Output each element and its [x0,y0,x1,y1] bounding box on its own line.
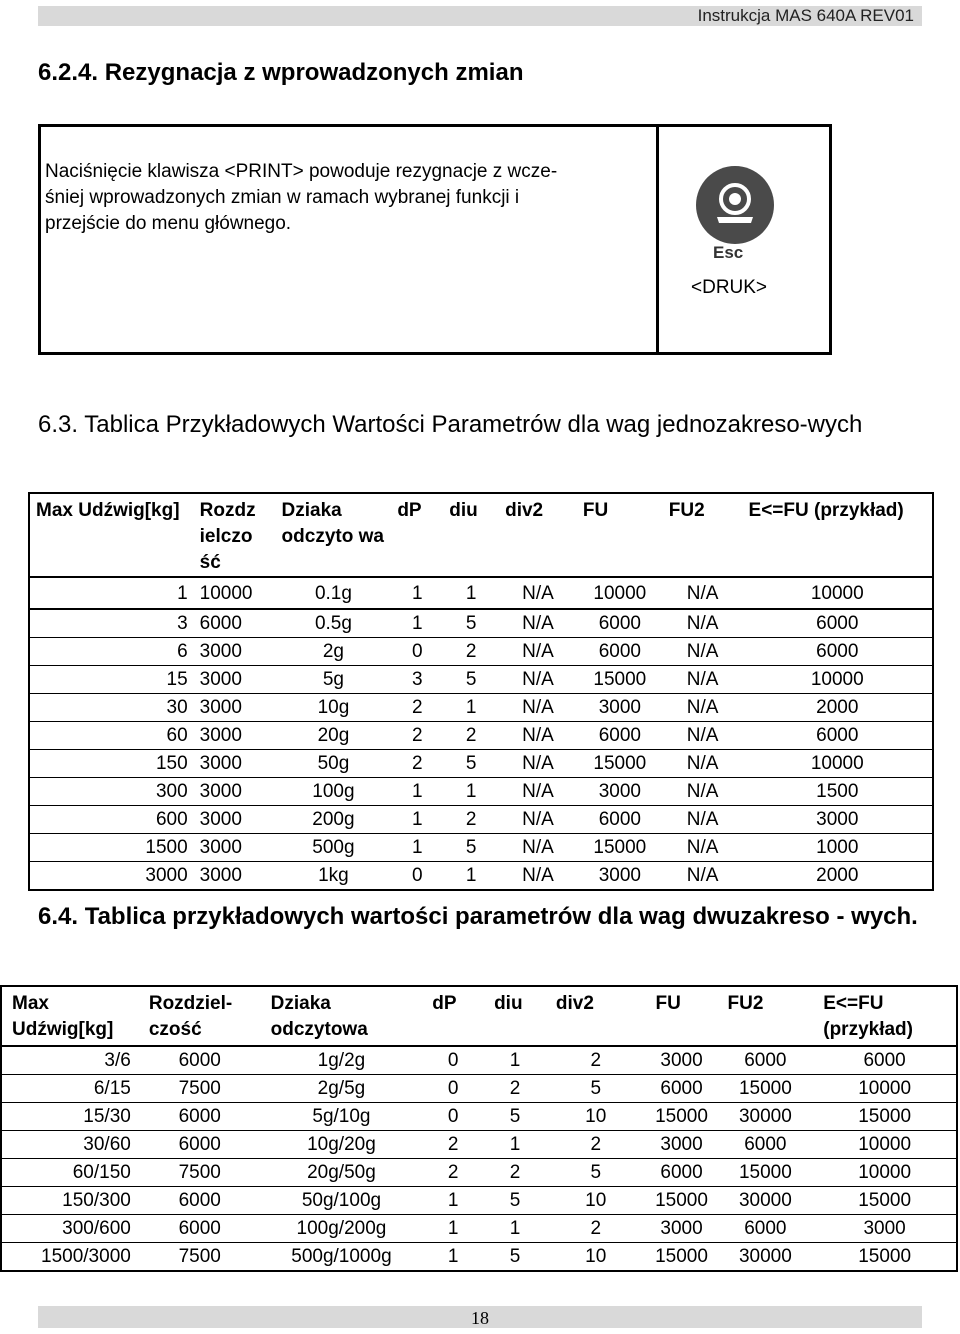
table-row [29,609,933,638]
table-cell: 1 [443,778,499,806]
table-cell: 6000 [577,722,663,750]
table-cell: 200g [276,806,392,834]
table-cell: 0.5g [276,609,392,638]
table-cell: 20g [276,722,392,750]
table-cell: 1 [422,1243,484,1272]
table-cell: 3000 [194,722,276,750]
table-row [1,1159,957,1187]
table-cell: 15000 [646,1187,718,1215]
table-cell: N/A [663,862,743,891]
table-cell: 15000 [813,1243,957,1272]
column-header: div2 [505,500,544,521]
table-cell: 2 [546,1215,646,1243]
table-cell: 5 [443,666,499,694]
section-title-6-4: 6.4. Tablica przykładowych wartości parametrów dla wag dwuzakreso - wych. [38,903,918,930]
table-cell: 3000 [194,638,276,666]
table-cell: 1 [422,1215,484,1243]
table-cell: 2 [443,806,499,834]
table-cell: 15000 [718,1159,814,1187]
table-row [1,1187,957,1215]
table-cell: 6000 [743,638,933,666]
table-cell: N/A [499,778,577,806]
table-cell: 6000 [743,609,933,638]
page-header [38,6,922,26]
table-cell: 3000 [194,778,276,806]
instruction-line: przejście do menu głównego. [45,213,292,234]
table-cell: 6000 [813,1046,957,1075]
table-cell: N/A [499,722,577,750]
table-row [29,722,933,750]
single-range-parameters-table [28,492,934,891]
table-cell: 5 [484,1103,546,1131]
table-cell: 3000 [646,1131,718,1159]
table-cell: 150/300 [1,1187,139,1215]
table-cell: 2000 [743,862,933,891]
table-cell: 1 [391,778,443,806]
column-header: FU2 [668,500,705,521]
table-cell: 3000 [577,694,663,722]
table-cell: 2g [276,638,392,666]
table-cell: 6000 [139,1131,261,1159]
table-cell: 0.1g [276,577,392,609]
table-cell: 10g/20g [261,1131,423,1159]
table-cell: N/A [663,638,743,666]
table-cell: 0 [422,1103,484,1131]
table-cell: 15000 [813,1103,957,1131]
table-row [1,1215,957,1243]
column-header: Dziaka odczytowa [270,993,368,1040]
table-cell: 3000 [194,834,276,862]
table-cell: 10000 [813,1131,957,1159]
table-cell: N/A [663,694,743,722]
table-cell: N/A [663,834,743,862]
table-cell: 30/60 [1,1131,139,1159]
table-cell: 1 [391,806,443,834]
table-row [1,1046,957,1075]
table-cell: 6000 [718,1046,814,1075]
table-cell: 60 [29,722,194,750]
table-cell: 0 [391,638,443,666]
table-cell: 1 [422,1187,484,1215]
table-cell: 15000 [577,750,663,778]
table-cell: 2 [546,1131,646,1159]
table-cell: 10000 [743,666,933,694]
table-cell: 2 [391,722,443,750]
table-cell: 60/150 [1,1159,139,1187]
table-cell: 1 [391,577,443,609]
column-header: E<=FU (przykład) [748,500,904,521]
table-cell: 6/15 [1,1075,139,1103]
table-cell: 3000 [813,1215,957,1243]
table-cell: 5 [546,1075,646,1103]
table-cell: 1 [391,834,443,862]
table-cell: 2 [546,1046,646,1075]
table-cell: 10000 [577,577,663,609]
table-cell: 5 [484,1187,546,1215]
table-cell: 6000 [718,1215,814,1243]
table-cell: 500g [276,834,392,862]
table-row [1,1103,957,1131]
table-cell: 1kg [276,862,392,891]
table-cell: 3000 [577,862,663,891]
table-cell: 15/30 [1,1103,139,1131]
column-header: FU [582,500,609,521]
table-cell: N/A [499,862,577,891]
table-row [29,666,933,694]
table-cell: 1500 [29,834,194,862]
table-header-row [29,493,933,577]
table-cell: 3000 [194,806,276,834]
instruction-line: śniej wprowadzonych zmian w ramach wybranej funkcji i [45,187,520,208]
table-row [29,638,933,666]
table-cell: 6000 [718,1131,814,1159]
table-cell: 6000 [743,722,933,750]
box-divider [656,127,659,352]
table-cell: 0 [391,862,443,891]
table-cell: 1 [391,609,443,638]
table-cell: 10g [276,694,392,722]
table-cell: 3000 [577,778,663,806]
table-cell: 3000 [194,750,276,778]
table-cell: 10000 [813,1075,957,1103]
table-cell: 6000 [646,1159,718,1187]
column-header: Dziaka odczyto wa [281,500,384,547]
table-cell: 6000 [139,1103,261,1131]
section-title-6-2-4: 6.2.4. Rezygnacja z wprowadzonych zmian [38,59,524,86]
table-cell: 6000 [139,1187,261,1215]
table-cell: 1500 [743,778,933,806]
page-number: 18 [471,1308,489,1328]
table-cell: 30000 [718,1187,814,1215]
column-header: E<=FU (przykład) [823,993,913,1040]
table-cell: N/A [663,577,743,609]
table-cell: 3 [29,609,194,638]
table-cell: 3/6 [1,1046,139,1075]
table-cell: 10000 [743,750,933,778]
table-cell: 2 [422,1159,484,1187]
table-cell: 7500 [139,1075,261,1103]
table-cell: 30 [29,694,194,722]
dual-range-parameters-table [0,985,958,1272]
column-header: FU2 [727,993,764,1014]
table-row [29,806,933,834]
table-cell: 1 [484,1215,546,1243]
table-cell: 15000 [577,834,663,862]
table-cell: 6000 [646,1075,718,1103]
table-cell: 15 [29,666,194,694]
table-cell: 10 [546,1187,646,1215]
table-cell: 3000 [743,806,933,834]
table-cell: 3000 [29,862,194,891]
column-header: div2 [555,993,594,1014]
table-cell: 5g/10g [261,1103,423,1131]
column-header: Rozdz ielczo ść [199,500,256,573]
table-cell: 15000 [646,1103,718,1131]
table-cell: 20g/50g [261,1159,423,1187]
table-cell: 10000 [813,1159,957,1187]
column-header: Max Udźwig[kg] [36,500,180,521]
column-header: FU [655,993,681,1014]
column-header: dP [397,500,422,521]
table-cell: 10000 [743,577,933,609]
table-cell: 1g/2g [261,1046,423,1075]
table-cell: 5 [443,834,499,862]
table-cell: 3 [391,666,443,694]
table-cell: 6000 [139,1046,261,1075]
table-cell: 10 [546,1243,646,1272]
column-header: Rozdziel- czość [148,993,233,1040]
table-row [1,1131,957,1159]
table-row [29,577,933,609]
table-cell: 500g/1000g [261,1243,423,1272]
table-cell: 30000 [718,1103,814,1131]
print-esc-icon [695,165,775,245]
table-cell: N/A [663,666,743,694]
table-cell: 3000 [646,1046,718,1075]
table-cell: 1 [443,694,499,722]
table-cell: 1500/3000 [1,1243,139,1272]
table-cell: 10 [546,1103,646,1131]
table-cell: 2 [391,694,443,722]
table-cell: 3000 [194,694,276,722]
table-cell: 2 [443,722,499,750]
table-cell: N/A [499,666,577,694]
table-cell: 3000 [646,1215,718,1243]
table-cell: N/A [499,750,577,778]
table-cell: 5g [276,666,392,694]
table-header-row [1,986,957,1046]
table-row [1,1243,957,1272]
table-row [29,778,933,806]
instruction-line: Naciśnięcie klawisza <PRINT> powoduje rezygnacje z wcze- [45,161,558,182]
table-cell: 1 [443,862,499,891]
table-cell: 3000 [194,862,276,891]
table-cell: 300/600 [1,1215,139,1243]
table-cell: 0 [422,1075,484,1103]
table-row [29,862,933,891]
table-row [29,834,933,862]
table-row [29,750,933,778]
table-cell: N/A [499,609,577,638]
table-cell: 6000 [194,609,276,638]
table-cell: N/A [499,577,577,609]
table-cell: 6000 [139,1215,261,1243]
table-cell: 5 [443,609,499,638]
table-cell: 1 [484,1046,546,1075]
table-cell: 7500 [139,1243,261,1272]
table-cell: 50g [276,750,392,778]
instruction-text [45,159,645,237]
table-cell: 50g/100g [261,1187,423,1215]
table-cell: 6000 [577,806,663,834]
table-row [29,694,933,722]
table-cell: 0 [422,1046,484,1075]
table-cell: N/A [499,694,577,722]
table-cell: N/A [663,750,743,778]
section-title-6-3: 6.3. Tablica Przykładowych Wartości Parametrów dla wag jednozakreso-wych [38,411,863,438]
table-cell: 2000 [743,694,933,722]
table-cell: 5 [546,1159,646,1187]
table-cell: 2 [391,750,443,778]
column-header: dP [432,993,457,1014]
table-cell: 1 [484,1131,546,1159]
table-cell: 100g [276,778,392,806]
table-cell: 300 [29,778,194,806]
table-cell: N/A [499,638,577,666]
table-cell: N/A [499,806,577,834]
table-cell: 2 [422,1131,484,1159]
table-cell: 5 [484,1243,546,1272]
instruction-box [38,124,832,355]
table-cell: 15000 [646,1243,718,1272]
table-cell: N/A [663,806,743,834]
table-cell: 150 [29,750,194,778]
page-footer [38,1306,922,1328]
table-cell: 1 [443,577,499,609]
table-cell: 3000 [194,666,276,694]
table-cell: 2 [443,638,499,666]
table-cell: 600 [29,806,194,834]
table-cell: 1 [29,577,194,609]
table-cell: 100g/200g [261,1215,423,1243]
column-header: diu [494,993,523,1014]
table-cell: 6000 [577,609,663,638]
esc-caption: Esc [713,243,744,262]
table-cell: 5 [443,750,499,778]
table-cell: 1000 [743,834,933,862]
table-cell: 2 [484,1075,546,1103]
table-cell: N/A [663,722,743,750]
table-cell: 7500 [139,1159,261,1187]
key-label: <DRUK> [691,277,768,298]
table-cell: N/A [663,778,743,806]
table-cell: 6000 [577,638,663,666]
table-cell: 10000 [194,577,276,609]
table-cell: 6 [29,638,194,666]
table-cell: N/A [499,834,577,862]
table-cell: N/A [663,609,743,638]
table-row [1,1075,957,1103]
document-title: Instrukcja MAS 640A REV01 [697,6,914,25]
table-cell: 2g/5g [261,1075,423,1103]
table-cell: 15000 [813,1187,957,1215]
column-header: diu [449,500,478,521]
table-cell: 30000 [718,1243,814,1272]
table-cell: 15000 [718,1075,814,1103]
column-header: Max Udźwig[kg] [12,993,114,1040]
table-cell: 15000 [577,666,663,694]
table-cell: 2 [484,1159,546,1187]
